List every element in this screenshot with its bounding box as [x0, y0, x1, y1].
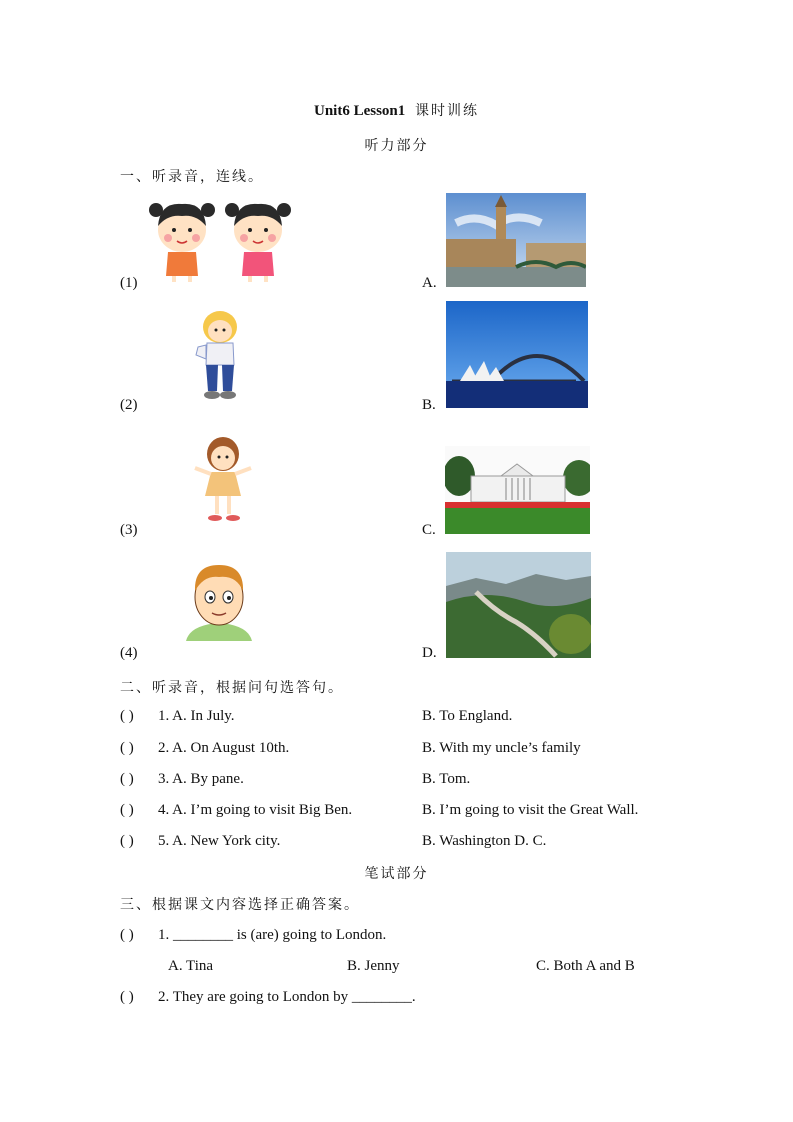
- blond-boy-illustration: [190, 307, 246, 401]
- twin-girls-illustration: [146, 196, 298, 284]
- section1-instruction: 一、听录音，连线。: [120, 169, 264, 185]
- s2-option-a-3: 3. A. By pane.: [158, 771, 244, 787]
- s2-option-a-1: 1. A. In July.: [158, 708, 235, 724]
- s2-bracket-2[interactable]: ( ): [120, 740, 134, 756]
- s2-bracket-1[interactable]: ( ): [120, 708, 134, 724]
- sydney-photo: [446, 301, 588, 408]
- left-label-2: (2): [120, 397, 138, 413]
- s3-question-2: 2. They are going to London by ________.: [158, 989, 416, 1005]
- s2-option-b-5: B. Washington D. C.: [422, 833, 547, 849]
- s2-bracket-4[interactable]: ( ): [120, 802, 134, 818]
- right-label-d: D.: [422, 645, 437, 661]
- writing-heading: 笔试部分: [364, 866, 429, 882]
- left-label-1: (1): [120, 275, 138, 291]
- s2-bracket-3[interactable]: ( ): [120, 771, 134, 787]
- left-label-4: (4): [120, 645, 138, 661]
- s2-option-b-3: B. Tom.: [422, 771, 471, 787]
- s2-option-a-2: 2. A. On August 10th.: [158, 740, 290, 756]
- listening-heading: 听力部分: [364, 138, 429, 154]
- title-cn: 课时训练: [415, 103, 480, 119]
- s3-question-1: 1. ________ is (are) going to London.: [158, 927, 387, 943]
- s3-q1-option-c: C. Both A and B: [536, 958, 635, 974]
- great-wall-photo: [446, 552, 591, 658]
- s3-bracket-1[interactable]: ( ): [120, 927, 134, 943]
- left-label-3: (3): [120, 522, 138, 538]
- s2-option-b-4: B. I’m going to visit the Great Wall.: [422, 802, 639, 818]
- s3-bracket-2[interactable]: ( ): [120, 989, 134, 1005]
- boy-head-illustration: [182, 561, 256, 641]
- title-en: Unit6 Lesson1: [313, 103, 406, 119]
- section2-instruction: 二、听录音，根据问句选答句。: [120, 680, 344, 696]
- right-label-c: C.: [422, 522, 436, 538]
- s3-q1-option-a: A. Tina: [168, 958, 214, 974]
- big-ben-photo: [446, 193, 586, 287]
- girl-illustration: [191, 434, 255, 524]
- page-title: [0, 102, 793, 120]
- right-label-b: B.: [422, 397, 436, 413]
- s2-bracket-5[interactable]: ( ): [120, 833, 134, 849]
- right-label-a: A.: [422, 275, 437, 291]
- s2-option-b-2: B. With my uncle’s family: [422, 740, 581, 756]
- s3-q1-option-b: B. Jenny: [347, 958, 400, 974]
- s2-option-b-1: B. To England.: [422, 708, 513, 724]
- s2-option-a-4: 4. A. I’m going to visit Big Ben.: [158, 802, 353, 818]
- s2-option-a-5: 5. A. New York city.: [158, 833, 281, 849]
- white-house-photo: [445, 446, 590, 534]
- section3-instruction: 三、根据课文内容选择正确答案。: [120, 897, 360, 913]
